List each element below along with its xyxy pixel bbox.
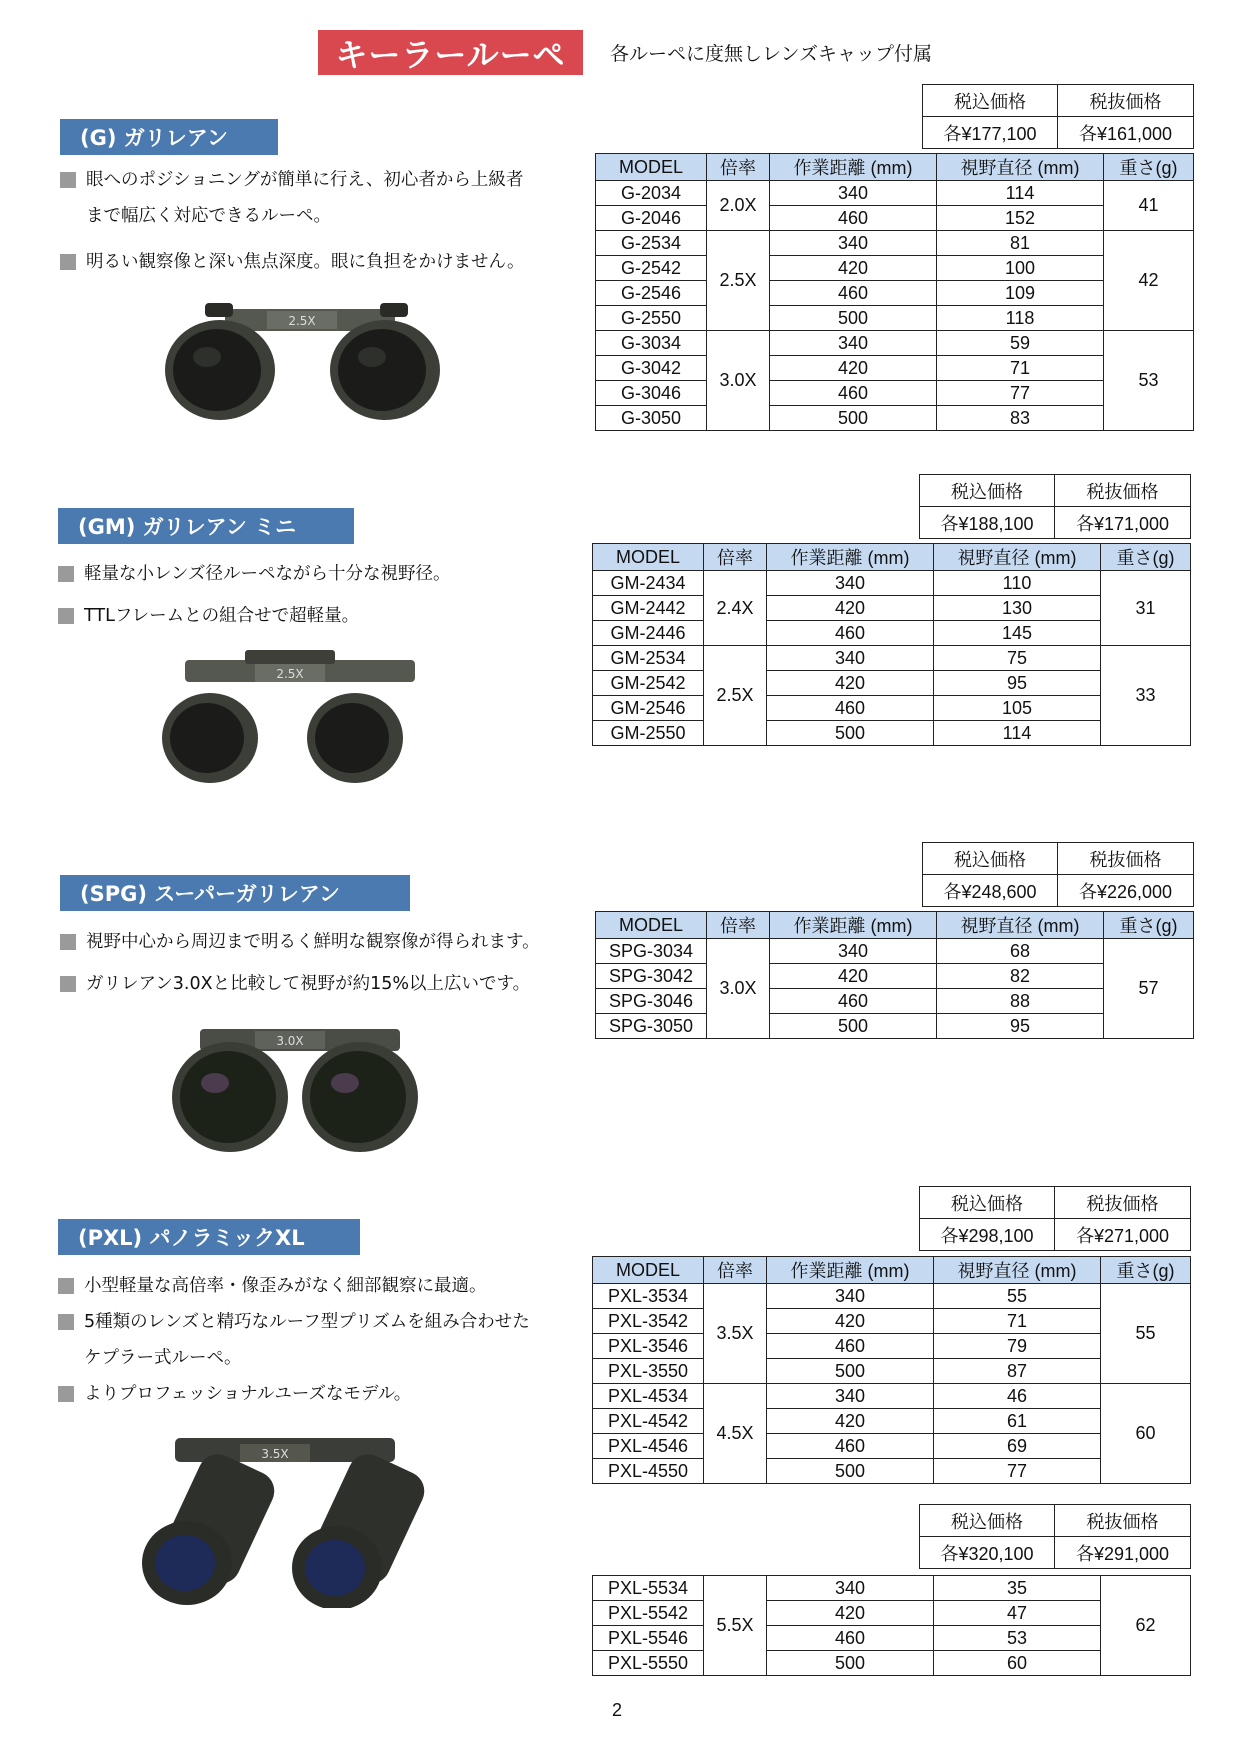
price-tax-ex: 各¥161,000 — [1058, 117, 1194, 149]
price-header-tax-ex: 税抜価格 — [1055, 1187, 1191, 1219]
mag-cell: 2.0X — [707, 181, 770, 231]
bullet-item: ガリレアン3.0Xと比較して視野が約15%以上広いです。 — [60, 966, 540, 1002]
col-weight: 重さ(g) — [1101, 1257, 1191, 1284]
col-model: MODEL — [596, 912, 707, 939]
bullet-square-icon — [60, 172, 76, 188]
spec-header-row — [596, 154, 1194, 181]
section-title-pxl: (PXL) パノラミックXL — [58, 1219, 360, 1255]
bullet-item: 眼へのポジショニングが簡単に行え、初心者から上級者 — [60, 162, 525, 198]
bullet-square-icon — [58, 1278, 74, 1294]
bullet-square-icon — [60, 976, 76, 992]
bullet-item: 5種類のレンズと精巧なルーフ型プリズムを組み合わせた — [58, 1304, 530, 1340]
price-tax-ex: 各¥171,000 — [1055, 507, 1191, 539]
section-title-spg: (SPG) スーパーガリレアン — [60, 875, 410, 911]
table-row: SPG-3042 420 82 — [596, 964, 1194, 989]
mag-cell: 4.5X — [704, 1384, 767, 1484]
col-wd: 作業距離 (mm) — [767, 1257, 934, 1284]
table-row: G-3046 460 77 — [596, 381, 1194, 406]
table-row: PXL-3546 460 79 — [593, 1334, 1191, 1359]
spec-table-g — [595, 153, 1194, 431]
loupe-photo-spg — [160, 1015, 430, 1155]
price-header-tax-in: 税込価格 — [920, 475, 1055, 507]
table-row: SPG-3046 460 88 — [596, 989, 1194, 1014]
page-number: 2 — [612, 1700, 623, 1720]
price-tax-ex: 各¥271,000 — [1055, 1219, 1191, 1251]
weight-cell: 53 — [1104, 331, 1194, 431]
price-tax-ex: 各¥291,000 — [1055, 1537, 1191, 1569]
table-row: G-2034 2.0X 340 114 41 — [596, 181, 1194, 206]
col-weight: 重さ(g) — [1104, 912, 1194, 939]
mag-cell: 3.5X — [704, 1284, 767, 1384]
weight-cell: 55 — [1101, 1284, 1191, 1384]
mag-cell: 5.5X — [704, 1576, 767, 1676]
table-row: G-2046 460 152 — [596, 206, 1194, 231]
price-tax-in: 各¥177,100 — [923, 117, 1058, 149]
table-row: PXL-4534 4.5X 340 46 60 — [593, 1384, 1191, 1409]
price-header-tax-in: 税込価格 — [923, 843, 1058, 875]
table-row: G-3050 500 83 — [596, 406, 1194, 431]
section-title-g: (G) ガリレアン — [60, 119, 278, 155]
col-weight: 重さ(g) — [1104, 154, 1194, 181]
weight-cell: 60 — [1101, 1384, 1191, 1484]
bullet-item: TTLフレームとの組合せで超軽量。 — [58, 598, 451, 634]
table-row: SPG-3034 3.0X 340 68 57 — [596, 939, 1194, 964]
price-table-g — [922, 84, 1194, 149]
col-mag: 倍率 — [704, 1257, 767, 1284]
table-row: G-2534 2.5X 340 81 42 — [596, 231, 1194, 256]
magnification-label: 3.0X — [276, 1034, 304, 1048]
spec-header-row — [596, 912, 1194, 939]
table-row: PXL-3542 420 71 — [593, 1309, 1191, 1334]
spec-table-pxl55 — [592, 1575, 1191, 1676]
bullet-square-icon — [58, 1314, 74, 1330]
loupe-photo-pxl — [115, 1418, 455, 1608]
mag-cell: 2.5X — [707, 231, 770, 331]
table-row: G-3034 3.0X 340 59 53 — [596, 331, 1194, 356]
bullet-square-icon — [60, 934, 76, 950]
price-header-tax-in: 税込価格 — [923, 85, 1058, 117]
table-row: G-3042 420 71 — [596, 356, 1194, 381]
magnification-label: 3.5X — [261, 1447, 289, 1461]
price-table-pxl55 — [919, 1504, 1191, 1569]
mag-cell: 2.5X — [704, 646, 767, 746]
price-tax-in: 各¥298,100 — [920, 1219, 1055, 1251]
col-wd: 作業距離 (mm) — [770, 154, 937, 181]
weight-cell: 41 — [1104, 181, 1194, 231]
magnification-label: 2.5X — [276, 667, 304, 681]
col-fov: 視野直径 (mm) — [937, 912, 1104, 939]
table-row: G-2542 420 100 — [596, 256, 1194, 281]
bullet-item: よりプロフェッショナルユーズなモデル。 — [58, 1376, 530, 1412]
table-row: PXL-3534 3.5X 340 55 55 — [593, 1284, 1191, 1309]
loupe-photo-g — [155, 295, 455, 425]
bullet-square-icon — [58, 608, 74, 624]
bullet-item: 軽量な小レンズ径ルーペながら十分な視野径。 — [58, 556, 451, 592]
col-mag: 倍率 — [707, 912, 770, 939]
table-row: GM-2434 2.4X 340 110 31 — [593, 571, 1191, 596]
price-table-spg — [922, 842, 1194, 907]
bullet-item: 小型軽量な高倍率・像歪みがなく細部観察に最適。 — [58, 1268, 530, 1304]
bullet-square-icon — [58, 1386, 74, 1402]
mag-cell: 2.4X — [704, 571, 767, 646]
col-model: MODEL — [593, 1257, 704, 1284]
bullet-square-icon — [58, 566, 74, 582]
bullet-item: 視野中心から周辺まで明るく鮮明な観察像が得られます。 — [60, 924, 540, 960]
price-header-tax-in: 税込価格 — [920, 1187, 1055, 1219]
table-row: GM-2446 460 145 — [593, 621, 1191, 646]
price-tax-in: 各¥248,600 — [923, 875, 1058, 907]
table-row: G-2546 460 109 — [596, 281, 1194, 306]
table-row: SPG-3050 500 95 — [596, 1014, 1194, 1039]
col-wd: 作業距離 (mm) — [770, 912, 937, 939]
price-tax-in: 各¥320,100 — [920, 1537, 1055, 1569]
spec-header-row — [593, 1257, 1191, 1284]
table-row: GM-2534 2.5X 340 75 33 — [593, 646, 1191, 671]
table-row: PXL-5534 5.5X 340 35 62 — [593, 1576, 1191, 1601]
col-model: MODEL — [593, 544, 704, 571]
col-mag: 倍率 — [707, 154, 770, 181]
weight-cell: 33 — [1101, 646, 1191, 746]
bullets-spg — [60, 924, 540, 1002]
table-row: G-2550 500 118 — [596, 306, 1194, 331]
weight-cell: 31 — [1101, 571, 1191, 646]
page-subtitle: 各ルーペに度無しレンズキャップ付属 — [610, 43, 932, 65]
spec-header-row — [593, 544, 1191, 571]
col-mag: 倍率 — [704, 544, 767, 571]
weight-cell: 57 — [1104, 939, 1194, 1039]
col-wd: 作業距離 (mm) — [767, 544, 934, 571]
bullets-g — [60, 162, 525, 280]
table-row: GM-2550 500 114 — [593, 721, 1191, 746]
bullet-square-icon — [60, 254, 76, 270]
price-header-tax-ex: 税抜価格 — [1055, 1505, 1191, 1537]
price-header-tax-in: 税込価格 — [920, 1505, 1055, 1537]
col-fov: 視野直径 (mm) — [934, 1257, 1101, 1284]
bullet-item-continued: ケプラー式ルーペ。 — [84, 1348, 242, 1368]
page-title: キーラールーペ — [318, 30, 583, 75]
col-weight: 重さ(g) — [1101, 544, 1191, 571]
col-model: MODEL — [596, 154, 707, 181]
spec-table-pxl — [592, 1256, 1191, 1484]
bullet-item-continued: まで幅広く対応できるルーペ。 — [86, 206, 331, 226]
table-row: PXL-5546 460 53 — [593, 1626, 1191, 1651]
price-tax-ex: 各¥226,000 — [1058, 875, 1194, 907]
table-row: PXL-3550 500 87 — [593, 1359, 1191, 1384]
loupe-photo-gm — [155, 648, 435, 788]
col-fov: 視野直径 (mm) — [934, 544, 1101, 571]
price-table-pxl — [919, 1186, 1191, 1251]
table-row: PXL-5550 500 60 — [593, 1651, 1191, 1676]
price-tax-in: 各¥188,100 — [920, 507, 1055, 539]
table-row: GM-2442 420 130 — [593, 596, 1191, 621]
spec-table-gm — [592, 543, 1191, 746]
table-row: PXL-4550 500 77 — [593, 1459, 1191, 1484]
table-row: GM-2546 460 105 — [593, 696, 1191, 721]
weight-cell: 62 — [1101, 1576, 1191, 1676]
bullet-item: 明るい観察像と深い焦点深度。眼に負担をかけません。 — [60, 244, 525, 280]
section-title-gm: (GM) ガリレアン ミニ — [58, 508, 354, 544]
spec-table-spg — [595, 911, 1194, 1039]
mag-cell: 3.0X — [707, 331, 770, 431]
bullets-pxl — [58, 1268, 530, 1412]
table-row: PXL-4542 420 61 — [593, 1409, 1191, 1434]
price-header-tax-ex: 税抜価格 — [1058, 85, 1194, 117]
price-table-gm — [919, 474, 1191, 539]
mag-cell: 3.0X — [707, 939, 770, 1039]
magnification-label: 2.5X — [288, 314, 316, 328]
bullets-gm — [58, 556, 451, 634]
table-row: PXL-5542 420 47 — [593, 1601, 1191, 1626]
price-header-tax-ex: 税抜価格 — [1055, 475, 1191, 507]
weight-cell: 42 — [1104, 231, 1194, 331]
col-fov: 視野直径 (mm) — [937, 154, 1104, 181]
table-row: GM-2542 420 95 — [593, 671, 1191, 696]
price-header-tax-ex: 税抜価格 — [1058, 843, 1194, 875]
table-row: PXL-4546 460 69 — [593, 1434, 1191, 1459]
